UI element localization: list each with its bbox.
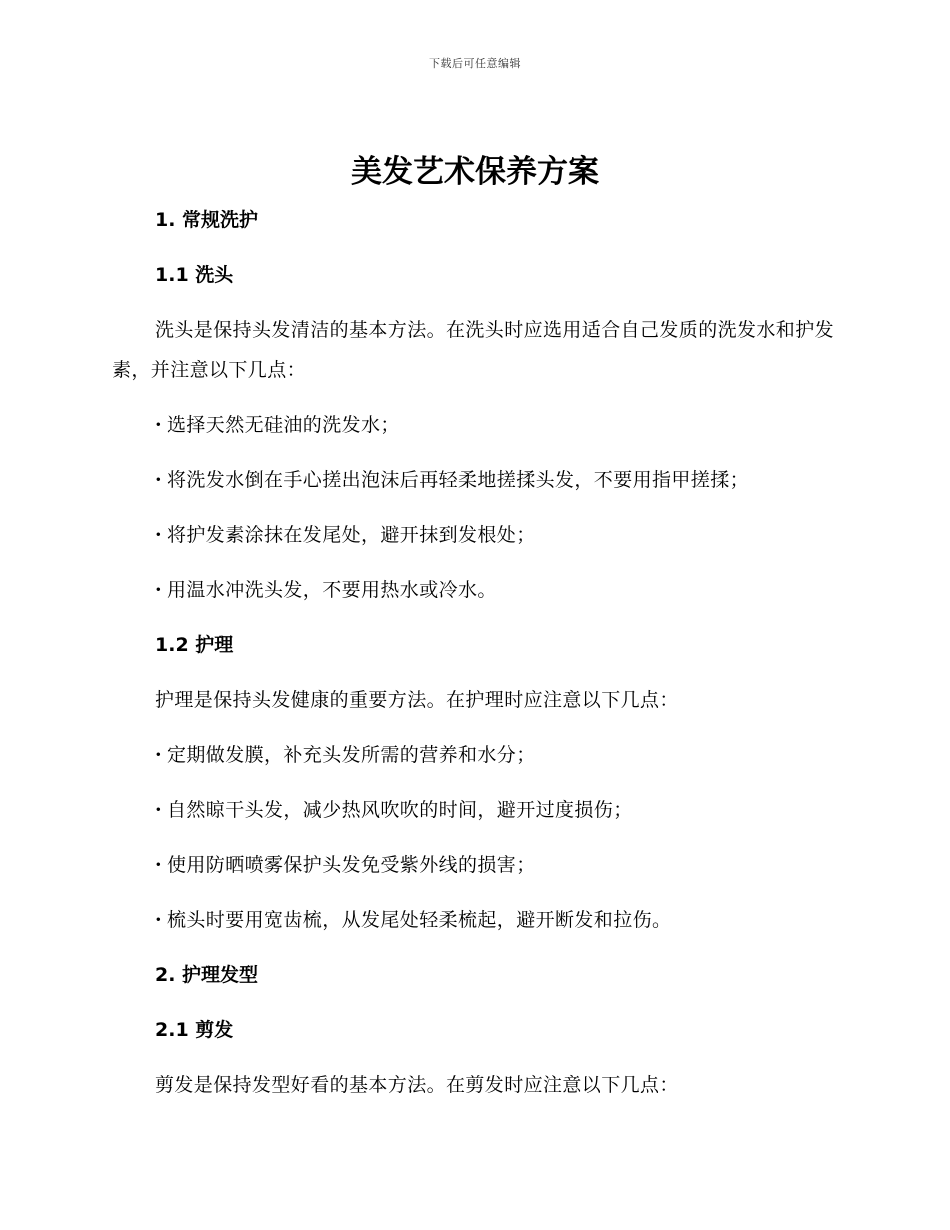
document-title: 美发艺术保养方案	[351, 154, 599, 190]
bullet-icon: ·	[155, 909, 163, 931]
subsection-heading: 1.1 洗头	[155, 264, 234, 286]
bullet-icon: ·	[155, 744, 163, 766]
list-item	[112, 790, 837, 830]
page-header-note: 下载后可任意编辑	[429, 57, 521, 70]
list-item-text: 定期做发膜，补充头发所需的营养和水分；	[167, 744, 536, 766]
list-item	[112, 900, 837, 940]
list-item-text: 使用防晒喷雾保护头发免受紫外线的损害；	[167, 854, 536, 876]
bullet-icon: ·	[155, 524, 163, 546]
list-item	[112, 460, 837, 500]
list-item-text: 将护发素涂抹在发尾处，避开抹到发根处；	[167, 524, 536, 546]
bullet-icon: ·	[155, 854, 163, 876]
list-item	[112, 845, 837, 885]
document-body	[112, 200, 837, 1120]
list-item-text: 梳头时要用宽齿梳，从发尾处轻柔梳起，避开断发和拉伤。	[167, 909, 672, 931]
bullet-icon: ·	[155, 469, 163, 491]
list-item-text: 自然晾干头发，减少热风吹吹的时间，避开过度损伤；	[167, 799, 633, 821]
subsection-heading: 1.2 护理	[155, 634, 234, 656]
list-item	[112, 735, 837, 775]
list-item	[112, 515, 837, 555]
paragraph: 护理是保持头发健康的重要方法。在护理时应注意以下几点：	[155, 689, 679, 711]
list-item	[112, 570, 837, 610]
list-item-text: 用温水冲洗头发，不要用热水或冷水。	[167, 579, 497, 601]
bullet-icon: ·	[155, 414, 163, 436]
list-item-text: 将洗发水倒在手心搓出泡沫后再轻柔地搓揉头发，不要用指甲搓揉；	[167, 469, 750, 491]
bullet-icon: ·	[155, 799, 163, 821]
paragraph: 剪发是保持发型好看的基本方法。在剪发时应注意以下几点：	[155, 1074, 679, 1096]
list-item-text: 选择天然无硅油的洗发水；	[167, 414, 400, 436]
list-item	[112, 405, 837, 445]
section-heading: 2. 护理发型	[155, 964, 259, 986]
paragraph: 洗头是保持头发清洁的基本方法。在洗头时应选用适合自己发质的洗发水和护发素，并注意以下几点：	[112, 319, 835, 381]
section-heading: 1. 常规洗护	[155, 209, 259, 231]
subsection-heading: 2.1 剪发	[155, 1019, 234, 1041]
bullet-icon: ·	[155, 579, 163, 601]
